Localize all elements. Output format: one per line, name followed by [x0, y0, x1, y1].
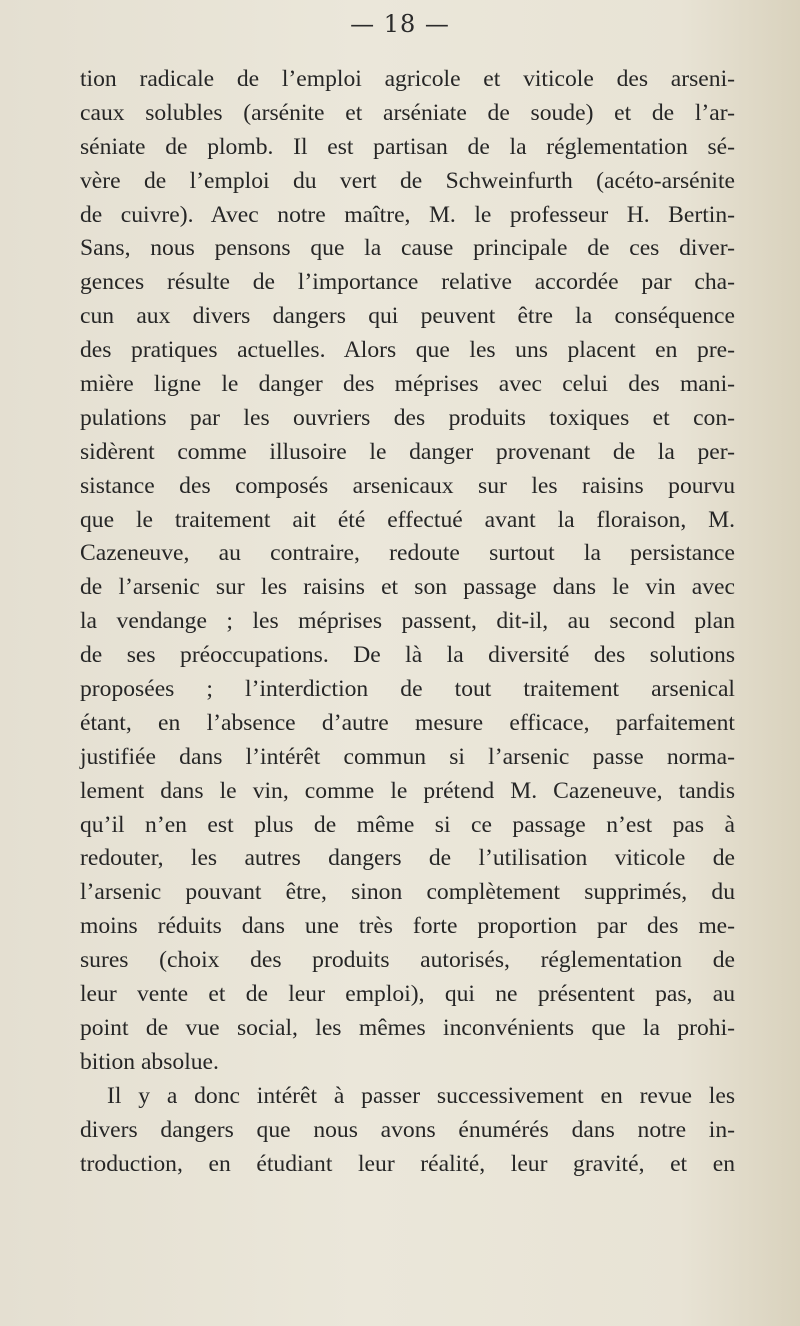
text-line: étant, en l’absence d’autre mesure efficace, parfaitement — [80, 709, 735, 736]
text-line: sistance des composés arsenicaux sur les raisins pourvu — [80, 472, 735, 499]
text-line: mière ligne le danger des méprises avec celui des mani- — [80, 371, 735, 398]
text-line: justifiée dans l’intérêt commun si l’arsenic passe norma- — [80, 743, 735, 770]
text-line: l’arsenic pouvant être, sinon complètement supprimés, du — [80, 879, 735, 906]
body-text — [80, 63, 735, 1181]
text-line: la vendange ; les méprises passent, dit-il, au second plan — [80, 608, 735, 635]
text-line: pulations par les ouvriers des produits toxiques et con- — [80, 404, 735, 431]
text-line: de l’arsenic sur les raisins et son passage dans le vin avec — [80, 574, 735, 601]
text-line: redouter, les autres dangers de l’utilisation viticole de — [80, 845, 735, 872]
text-line: proposées ; l’interdiction de tout traitement arsenical — [80, 676, 735, 703]
text-line: vère de l’emploi du vert de Schweinfurth (acéto-arsénite — [80, 167, 735, 194]
text-line: des pratiques actuelles. Alors que les uns placent en pre- — [80, 337, 735, 364]
paragraph-2 — [80, 1080, 735, 1182]
text-line: point de vue social, les mêmes inconvénients que la prohi- — [80, 1014, 735, 1041]
text-line: Sans, nous pensons que la cause principale de ces diver- — [80, 235, 735, 262]
text-line: Il y a donc intérêt à passer successivement en revue les — [107, 1082, 735, 1109]
text-line: séniate de plomb. Il est partisan de la réglementation sé- — [80, 133, 735, 160]
text-line: de cuivre). Avec notre maître, M. le professeur H. Bertin- — [80, 201, 735, 228]
text-line: sidèrent comme illusoire le danger provenant de la per- — [80, 438, 735, 465]
text-line: sures (choix des produits autorisés, réglementation de — [80, 947, 735, 974]
text-line: gences résulte de l’importance relative accordée par cha- — [80, 269, 735, 296]
text-line: Cazeneuve, au contraire, redoute surtout la persistance — [80, 540, 735, 567]
text-line: lement dans le vin, comme le prétend M. Cazeneuve, tandis — [80, 777, 735, 804]
text-line: que le traitement ait été effectué avant la floraison, M. — [80, 506, 735, 533]
text-line: de ses préoccupations. De là la diversité des solutions — [80, 642, 735, 669]
text-line: moins réduits dans une très forte proportion par des me- — [80, 913, 735, 940]
text-line: leur vente et de leur emploi), qui ne présentent pas, au — [80, 981, 735, 1008]
text-line: divers dangers que nous avons énumérés dans notre in- — [80, 1116, 735, 1143]
paragraph-1 — [80, 63, 735, 1080]
text-line: bition absolue. — [80, 1048, 219, 1075]
text-line: tion radicale de l’emploi agricole et viticole des arseni- — [80, 66, 735, 92]
text-line: troduction, en étudiant leur réalité, leur gravité, et en — [80, 1150, 735, 1177]
text-line: qu’il n’en est plus de même si ce passage n’est pas à — [80, 811, 735, 838]
text-line: caux solubles (arsénite et arséniate de soude) et de l’ar- — [80, 99, 735, 126]
text-line: cun aux divers dangers qui peuvent être la conséquence — [80, 303, 735, 330]
page-number: — 18 — — [350, 10, 450, 38]
